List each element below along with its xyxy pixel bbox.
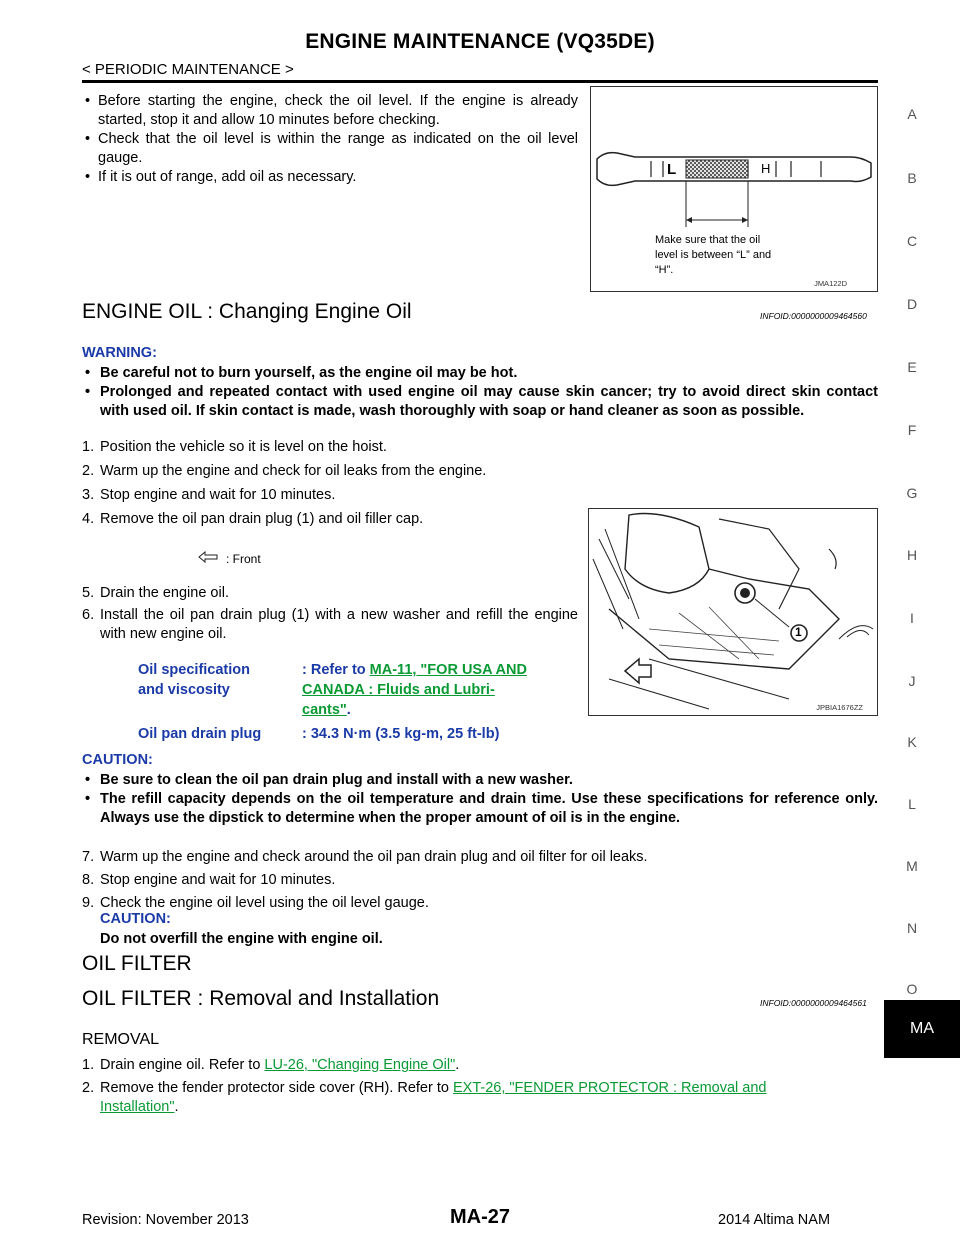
- link-lu-26[interactable]: LU-26, "Changing Engine Oil": [264, 1057, 456, 1073]
- oil-pan-illustration: [589, 509, 877, 715]
- gauge-label-h: H: [761, 161, 771, 176]
- caution-text: Do not overfill the engine with engine oil.: [100, 931, 383, 947]
- step-item: 4. Remove the oil pan drain plug (1) and oil filler cap.: [82, 511, 424, 527]
- step-item: 2. Remove the fender protector side cover (RH). Refer to EXT-26, "FENDER PROTECTOR : Removal and Installation".: [82, 1080, 767, 1115]
- side-index-letter[interactable]: L: [908, 796, 916, 812]
- link-ma-11[interactable]: MA-11, "FOR USA AND: [369, 662, 527, 678]
- link-ma-11-end[interactable]: cants": [302, 702, 347, 718]
- side-index-letter[interactable]: G: [906, 485, 918, 501]
- side-index-letter[interactable]: J: [908, 673, 916, 689]
- side-index-letter[interactable]: I: [910, 610, 914, 626]
- intro-bullet: • If it is out of range, add oil as necessary.: [82, 168, 578, 187]
- step-item: 1. Position the vehicle so it is level on the hoist.: [82, 439, 387, 455]
- side-index-letter[interactable]: C: [906, 233, 918, 249]
- side-index-letter[interactable]: E: [907, 359, 917, 375]
- callout-1: 1: [795, 625, 802, 639]
- link-ma-11-cont[interactable]: CANADA : Fluids and Lubri-: [302, 682, 495, 698]
- section-subheading: OIL FILTER : Removal and Installation: [82, 987, 440, 1010]
- info-id: INFOID:0000000009464560: [760, 311, 867, 321]
- link-ext-26-cont[interactable]: Installation": [100, 1099, 175, 1115]
- warning-label: WARNING:: [82, 345, 157, 361]
- front-arrow-icon: [198, 551, 218, 566]
- info-id: INFOID:0000000009464561: [760, 998, 867, 1008]
- side-index-letter[interactable]: B: [907, 170, 917, 186]
- step-item: 7. Warm up the engine and check around the oil pan drain plug and oil filter for oil leaks.: [82, 849, 648, 865]
- step-item: 3. Stop engine and wait for 10 minutes.: [82, 487, 336, 503]
- caution-list: [82, 771, 878, 828]
- warning-item: • Be careful not to burn yourself, as the engine oil may be hot.: [82, 364, 878, 383]
- intro-bullets: [82, 92, 578, 187]
- side-index-letter[interactable]: A: [907, 106, 917, 122]
- caution-label: CAUTION:: [82, 752, 153, 768]
- section-subtitle: < PERIODIC MAINTENANCE >: [82, 61, 294, 78]
- section-heading: ENGINE OIL : Changing Engine Oil: [82, 300, 412, 323]
- page-title: ENGINE MAINTENANCE (VQ35DE): [305, 30, 655, 53]
- spec-label-drain-plug: Oil pan drain plug: [138, 726, 262, 742]
- intro-bullet: • Check that the oil level is within the range as indicated on the oil level gauge.: [82, 130, 578, 168]
- warning-item: • Prolonged and repeated contact with used engine oil may cause skin cancer; try to avoid direct skin contact with used oil. If skin contact is made, wash thoroughly with soap or hand cleaner as soon as possible.: [82, 383, 878, 421]
- side-tab-ma[interactable]: MA: [884, 1000, 960, 1058]
- figure-code: JMA122D: [814, 279, 847, 288]
- side-index-letter[interactable]: N: [906, 920, 918, 936]
- gauge-caption: Make sure that the oil level is between “L” and “H”.: [655, 234, 772, 276]
- footer-revision: Revision: November 2013: [82, 1212, 249, 1228]
- intro-bullet: • Before starting the engine, check the oil level. If the engine is already started, stop it and allow 10 minutes before checking.: [82, 92, 578, 130]
- spec-label-oil: Oil specification and viscosity: [138, 662, 250, 698]
- figure-code: JPBIA1676ZZ: [816, 703, 863, 712]
- link-ext-26[interactable]: EXT-26, "FENDER PROTECTOR : Removal and: [452, 1080, 767, 1096]
- header-rule: [82, 80, 878, 83]
- oil-pan-figure: [588, 508, 878, 716]
- page-number: MA-27: [449, 1206, 510, 1228]
- step-item: 2. Warm up the engine and check for oil leaks from the engine.: [82, 463, 487, 479]
- removal-heading: REMOVAL: [82, 1031, 160, 1048]
- front-legend: : Front: [198, 551, 261, 566]
- step-item: 1. Drain engine oil. Refer to LU-26, "Changing Engine Oil".: [82, 1057, 460, 1073]
- caution-label: CAUTION:: [100, 911, 171, 927]
- side-index-letter[interactable]: D: [906, 296, 918, 312]
- step-item: 9. Check the engine oil level using the oil level gauge.: [82, 895, 429, 911]
- section-heading: OIL FILTER: [82, 952, 192, 975]
- step-item: 6. Install the oil pan drain plug (1) with a new washer and refill the engine with new engine oil.: [82, 607, 578, 642]
- side-index-letter[interactable]: K: [907, 734, 917, 750]
- oil-level-gauge-figure: [590, 86, 878, 292]
- caution-item: • The refill capacity depends on the oil temperature and drain time. Use these specifications for reference only. Always use the dipstick to determine when the proper amount of oil is in the engine.: [82, 790, 878, 828]
- spec-value-drain-plug: : 34.3 N·m (3.5 kg-m, 25 ft-lb): [302, 726, 500, 742]
- warning-list: [82, 364, 878, 421]
- side-index-letter[interactable]: M: [906, 858, 918, 874]
- side-index-letter[interactable]: H: [906, 547, 918, 563]
- step-item: 5. Drain the engine oil.: [82, 585, 229, 601]
- side-index-letter[interactable]: O: [906, 981, 918, 997]
- side-index-letter[interactable]: F: [907, 422, 917, 438]
- gauge-label-l: L: [667, 161, 677, 178]
- spec-value-oil: : Refer to MA-11, "FOR USA AND CANADA : Fluids and Lubri- cants".: [302, 662, 527, 718]
- footer-model: 2014 Altima NAM: [718, 1212, 831, 1228]
- caution-item: • Be sure to clean the oil pan drain plug and install with a new washer.: [82, 771, 878, 790]
- step-item: 8. Stop engine and wait for 10 minutes.: [82, 872, 336, 888]
